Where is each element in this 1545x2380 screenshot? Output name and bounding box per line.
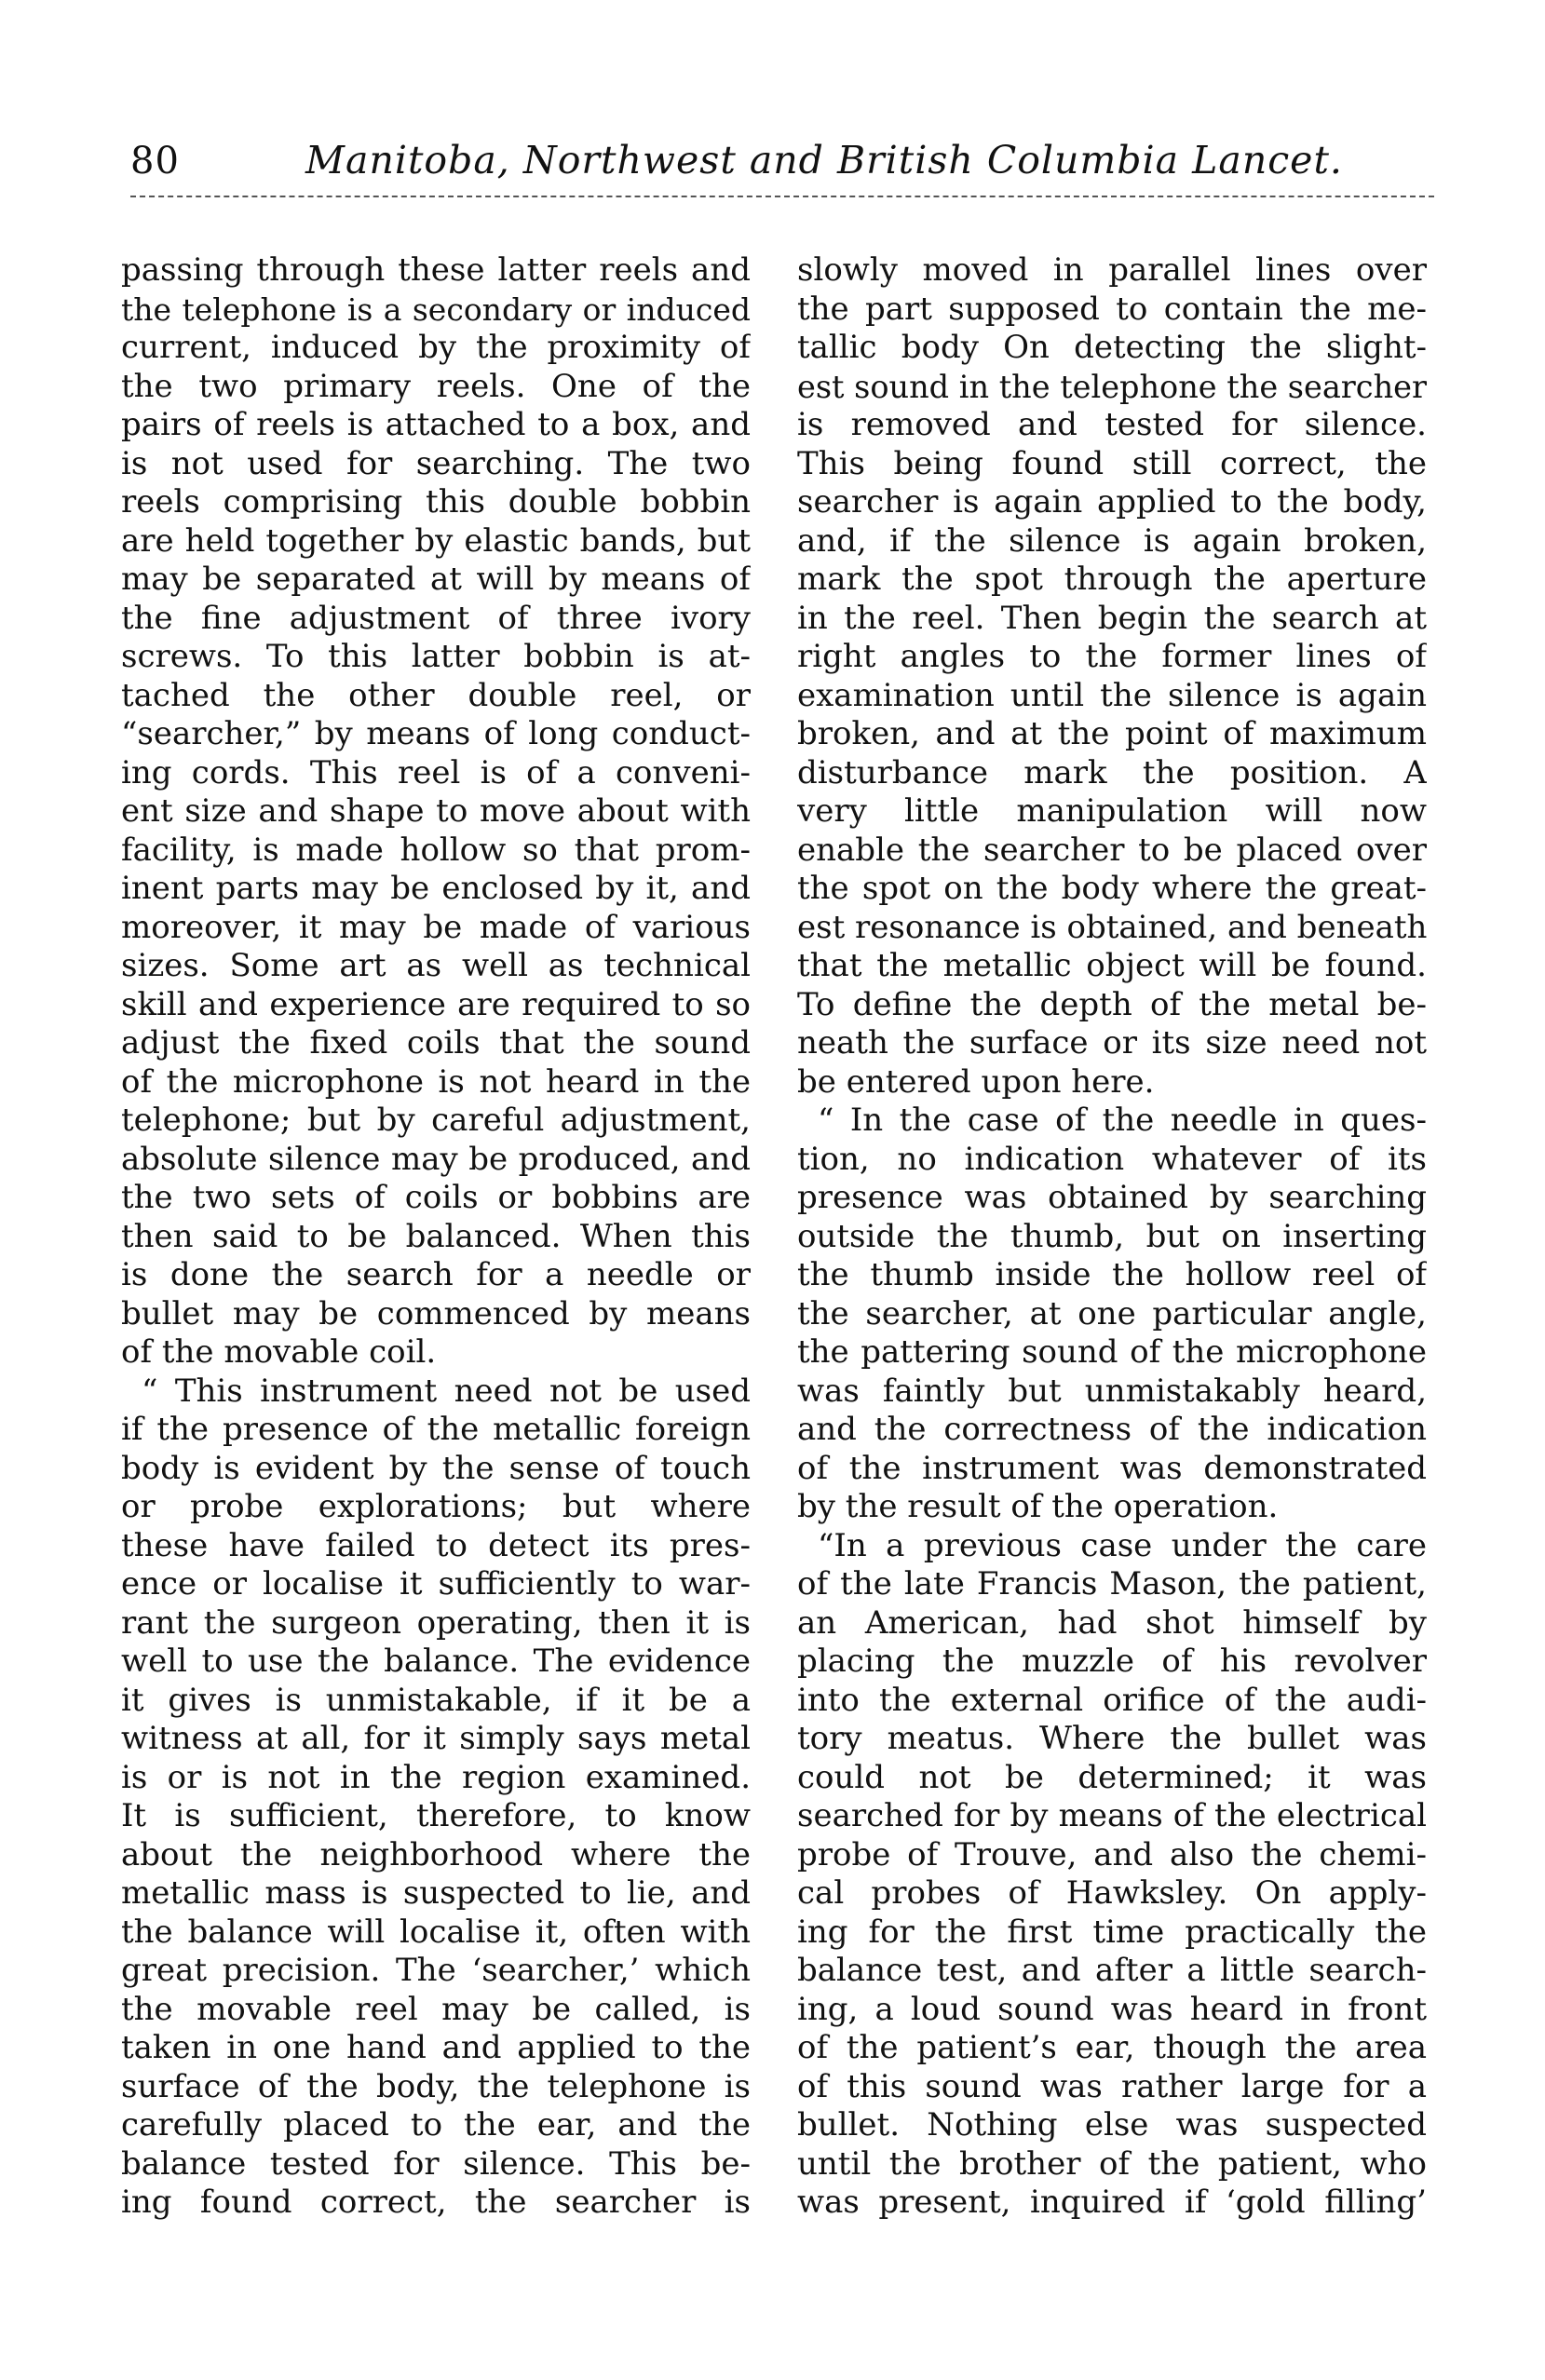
- text-line-content: “ This instrument need not be used: [142, 1372, 751, 1410]
- text-line-content: it gives is unmistakable, if it be a: [121, 1681, 751, 1719]
- text-line: [797, 1565, 1427, 1604]
- text-line-content: of this sound was rather large for a: [797, 2067, 1427, 2105]
- text-line-content: the movable reel may be called, is: [121, 1990, 751, 2028]
- text-line-content: “In a previous case under the care: [818, 1526, 1427, 1564]
- text-line-content: witness at all, for it simply says metal: [121, 1720, 751, 1757]
- text-line: [797, 483, 1427, 522]
- text-line-content: the two primary reels. One of the: [121, 367, 751, 405]
- text-line-content: balance test, and after a little search-: [797, 1952, 1427, 1989]
- text-line: [797, 1256, 1427, 1295]
- text-line: [121, 1604, 751, 1643]
- text-line-content: body is evident by the sense of touch: [121, 1449, 751, 1487]
- text-line-content: the two sets of coils or bobbins are: [121, 1179, 751, 1216]
- text-line: [121, 1333, 751, 1373]
- text-line-content: moreover, it may be made of various: [121, 908, 751, 946]
- text-line: [797, 445, 1427, 484]
- text-line: [797, 1218, 1427, 1257]
- text-line-content: est sound in the telephone the searcher: [797, 368, 1427, 405]
- text-line: [797, 754, 1427, 793]
- text-line-content: ent size and shape to move about with: [121, 792, 751, 830]
- text-line-content: adjust the fixed coils that the sound: [121, 1024, 751, 1062]
- text-line-content: slowly moved in parallel lines over: [797, 251, 1427, 289]
- text-line-content: reels comprising this double bobbin: [121, 483, 751, 521]
- text-line-content: be entered upon here.: [797, 1062, 1155, 1101]
- text-line: [797, 1682, 1427, 1721]
- text-line-content: ing cords. This reel is of a conveni-: [121, 753, 751, 791]
- text-line-content: in the reel. Then begin the search at: [797, 599, 1427, 637]
- text-line-content: is removed and tested for silence.: [797, 406, 1427, 443]
- text-line: [797, 329, 1427, 368]
- text-line: [121, 870, 751, 909]
- text-line: [121, 483, 751, 522]
- text-line: [121, 1797, 751, 1836]
- text-line: [797, 1373, 1427, 1412]
- text-line-content: mark the spot through the aperture: [797, 561, 1427, 598]
- text-line: [797, 1527, 1427, 1566]
- text-line-content: until the brother of the patient, who: [797, 2144, 1427, 2183]
- text-line: [797, 715, 1427, 754]
- text-line-content: well to use the balance. The evidence: [121, 1643, 751, 1680]
- running-title: Manitoba, Northwest and British Columbia Lancet.: [305, 138, 1343, 183]
- text-line-content: tory meatus. Where the bullet was: [797, 1720, 1427, 1757]
- text-line: [797, 1295, 1427, 1334]
- text-line-content: neath the surface or its size need not: [797, 1024, 1427, 1062]
- text-line: [797, 832, 1427, 871]
- text-line-content: the pattering sound of the microphone: [797, 1333, 1427, 1371]
- text-line: [797, 1991, 1427, 2030]
- text-line: [121, 406, 751, 445]
- text-line-content: cal probes of Hawksley. On apply-: [797, 1874, 1427, 1912]
- text-line: [121, 2029, 751, 2068]
- text-line: [797, 251, 1427, 291]
- text-line: [797, 1141, 1427, 1180]
- text-line-content: ence or localise it sufficiently to war-: [121, 1565, 751, 1602]
- text-line-content: current, induced by the proximity of: [121, 329, 751, 366]
- text-line: [121, 1488, 751, 1527]
- text-line: [121, 1836, 751, 1875]
- text-line-content: about the neighborhood where the: [121, 1835, 751, 1873]
- text-line: [121, 832, 751, 871]
- text-line: [121, 1720, 751, 1759]
- text-line: [797, 2145, 1427, 2184]
- text-line: [121, 251, 751, 291]
- text-line-content: facility, is made hollow so that prom-: [121, 831, 751, 869]
- text-line-content: of the instrument was demonstrated: [797, 1449, 1427, 1487]
- text-line: [797, 600, 1427, 639]
- text-line: [797, 1063, 1427, 1102]
- text-line-content: presence was obtained by searching: [797, 1179, 1427, 1216]
- left-column: [121, 251, 751, 2223]
- text-line: [797, 368, 1427, 407]
- text-line: [797, 1952, 1427, 1991]
- text-line: [121, 792, 751, 832]
- header-rule: [130, 196, 1434, 197]
- text-line-content: by the result of the operation.: [797, 1488, 1279, 1525]
- text-line: [797, 638, 1427, 677]
- text-line-content: sizes. Some art as well as technical: [121, 947, 751, 984]
- text-line-content: these have failed to detect its pres-: [121, 1526, 751, 1564]
- text-line-content: and, if the silence is again broken,: [797, 521, 1427, 560]
- text-line-content: are held together by elastic bands, but: [121, 521, 751, 560]
- text-line-content: “ In the case of the needle in ques-: [818, 1102, 1427, 1139]
- text-line-content: then said to be balanced. When this: [121, 1217, 751, 1255]
- text-line: [121, 909, 751, 948]
- text-line-content: the fine adjustment of three ivory: [121, 599, 751, 637]
- text-line-content: an American, had shot himself by: [797, 1603, 1427, 1642]
- text-line-content: was faintly but unmistakably heard,: [797, 1372, 1427, 1410]
- text-line: [797, 1720, 1427, 1759]
- text-line: [121, 2184, 751, 2223]
- text-line: [121, 1256, 751, 1295]
- text-line: [121, 600, 751, 639]
- text-line-content: examination until the silence is again: [797, 676, 1427, 714]
- text-line: [121, 1450, 751, 1489]
- text-line-content: probe of Trouve, and also the chemi-: [797, 1835, 1427, 1873]
- text-line: [121, 1874, 751, 1913]
- text-line: [121, 1565, 751, 1604]
- text-line-content: bullet. Nothing else was suspected: [797, 2106, 1427, 2143]
- text-line: [797, 2029, 1427, 2068]
- text-line: [121, 561, 751, 600]
- text-line-content: searcher is again applied to the body,: [797, 483, 1427, 521]
- text-line-content: surface of the body, the telephone is: [121, 2067, 751, 2105]
- text-line: [797, 2184, 1427, 2223]
- text-line: [121, 2106, 751, 2145]
- text-line-content: pairs of reels is attached to a box, and: [121, 406, 751, 443]
- text-line-content: disturbance mark the position. A: [797, 753, 1427, 791]
- text-line-content: est resonance is obtained, and beneath: [797, 908, 1427, 946]
- text-line-content: broken, and at the point of maximum: [797, 715, 1427, 752]
- text-line: [797, 1759, 1427, 1798]
- text-line-content: ing for the first time practically the: [797, 1913, 1427, 1951]
- text-line-content: the telephone is a secondary or induced: [121, 291, 751, 328]
- text-line: [797, 406, 1427, 445]
- text-line: [121, 1179, 751, 1218]
- text-line: [797, 2106, 1427, 2145]
- text-line-content: that the metallic object will be found.: [797, 947, 1427, 984]
- text-line-content: was present, inquired if ‘gold filling’: [797, 2184, 1427, 2221]
- text-line-content: rant the surgeon operating, then it is: [121, 1603, 751, 1642]
- text-line-content: into the external orifice of the audi-: [797, 1681, 1427, 1719]
- text-line: [121, 2068, 751, 2107]
- text-line: [797, 1333, 1427, 1373]
- text-line-content: right angles to the former lines of: [797, 638, 1427, 675]
- text-line: [121, 1759, 751, 1798]
- text-line-content: It is sufficient, therefore, to know: [121, 1797, 751, 1834]
- text-line-content: metallic mass is suspected to lie, and: [121, 1874, 751, 1912]
- text-line: [121, 1952, 751, 1991]
- text-line-content: of the late Francis Mason, the patient,: [797, 1565, 1427, 1602]
- text-line: [121, 1527, 751, 1566]
- text-line: [797, 291, 1427, 330]
- text-line: [797, 1179, 1427, 1218]
- text-line-content: could not be determined; it was: [797, 1758, 1427, 1796]
- text-line: [121, 2145, 751, 2184]
- text-line: [121, 947, 751, 986]
- text-line-content: or probe explorations; but where: [121, 1488, 751, 1525]
- text-line-content: This being found still correct, the: [797, 444, 1427, 482]
- text-line: [121, 986, 751, 1025]
- text-line-content: if the presence of the metallic foreign: [121, 1411, 751, 1448]
- text-line: [121, 1141, 751, 1180]
- text-line: [121, 1682, 751, 1721]
- text-line-content: the thumb inside the hollow reel of: [797, 1256, 1427, 1293]
- text-line: [121, 1218, 751, 1257]
- text-line: [797, 1874, 1427, 1913]
- text-line: [797, 561, 1427, 600]
- text-line: [121, 715, 751, 754]
- text-line-content: the searcher, at one particular angle,: [797, 1294, 1427, 1332]
- text-line-content: carefully placed to the ear, and the: [121, 2106, 751, 2143]
- text-line: [797, 1102, 1427, 1141]
- text-line-content: great precision. The ‘searcher,’ which: [121, 1952, 751, 1989]
- text-line: [121, 522, 751, 561]
- text-line-content: “searcher,” by means of long conduct-: [121, 715, 751, 752]
- text-line: [121, 291, 751, 330]
- text-line: [121, 1295, 751, 1334]
- text-line: [797, 870, 1427, 909]
- text-line-content: To define the depth of the metal be-: [797, 985, 1427, 1023]
- text-line: [121, 1913, 751, 1953]
- text-line: [121, 677, 751, 716]
- text-line-content: the balance will localise it, often with: [121, 1913, 751, 1951]
- text-line-content: placing the muzzle of his revolver: [797, 1643, 1427, 1680]
- text-line: [797, 1488, 1427, 1527]
- text-line-content: may be separated at will by means of: [121, 561, 751, 598]
- text-line-content: and the correctness of the indication: [797, 1411, 1427, 1448]
- text-line: [121, 1991, 751, 2030]
- text-line: [797, 2068, 1427, 2107]
- text-line: [121, 1373, 751, 1412]
- text-line: [121, 368, 751, 407]
- text-line-content: ing, a loud sound was heard in front: [797, 1990, 1427, 2028]
- text-line-content: very little manipulation will now: [797, 792, 1427, 830]
- text-line: [797, 1604, 1427, 1643]
- text-line: [121, 1102, 751, 1141]
- text-line-content: inent parts may be enclosed by it, and: [121, 870, 751, 907]
- text-line: [797, 1836, 1427, 1875]
- text-line: [797, 1797, 1427, 1836]
- text-line: [797, 792, 1427, 832]
- text-line: [121, 638, 751, 677]
- text-line-content: taken in one hand and applied to the: [121, 2029, 751, 2066]
- text-line-content: enable the searcher to be placed over: [797, 831, 1427, 869]
- text-line-content: tached the other double reel, or: [121, 676, 751, 714]
- text-line: [797, 1643, 1427, 1682]
- right-column: [797, 251, 1427, 2223]
- text-line-content: screws. To this latter bobbin is at-: [121, 638, 751, 675]
- text-line: [121, 754, 751, 793]
- text-line: [121, 1024, 751, 1063]
- text-line: [797, 1450, 1427, 1489]
- text-line-content: telephone; but by careful adjustment,: [121, 1102, 751, 1139]
- text-line: [121, 1411, 751, 1450]
- text-line-content: balance tested for silence. This be-: [121, 2144, 751, 2183]
- text-line: [121, 445, 751, 484]
- page-number: 80: [130, 140, 180, 183]
- text-line: [797, 677, 1427, 716]
- text-line: [121, 1063, 751, 1102]
- text-line-content: absolute silence may be produced, and: [121, 1140, 751, 1178]
- text-line: [121, 329, 751, 368]
- text-line-content: tion, no indication whatever of its: [797, 1140, 1427, 1178]
- text-line: [797, 1913, 1427, 1953]
- text-line-content: the spot on the body where the great-: [797, 870, 1427, 907]
- text-line-content: passing through these latter reels and: [121, 251, 751, 289]
- text-line-content: bullet may be commenced by means: [121, 1294, 751, 1332]
- text-line-content: is done the search for a needle or: [121, 1256, 751, 1293]
- text-line-content: searched for by means of the electrical: [797, 1797, 1427, 1834]
- text-line-content: tallic body On detecting the slight-: [797, 329, 1427, 366]
- text-line: [797, 522, 1427, 561]
- text-line-content: is or is not in the region examined.: [121, 1758, 751, 1796]
- text-line-content: the part supposed to contain the me-: [797, 290, 1427, 328]
- text-line-content: of the patient’s ear, though the area: [797, 2029, 1427, 2066]
- text-line: [797, 1024, 1427, 1063]
- text-line-content: skill and experience are required to so: [121, 985, 751, 1023]
- text-line: [797, 1411, 1427, 1450]
- text-line-content: of the microphone is not heard in the: [121, 1062, 751, 1101]
- text-line: [797, 947, 1427, 986]
- text-line-content: outside the thumb, but on inserting: [797, 1217, 1427, 1255]
- text-line-content: ing found correct, the searcher is: [121, 2184, 751, 2221]
- text-line-content: is not used for searching. The two: [121, 444, 751, 482]
- text-line: [797, 986, 1427, 1025]
- text-line: [797, 909, 1427, 948]
- text-line: [121, 1643, 751, 1682]
- text-line-content: of the movable coil.: [121, 1333, 437, 1371]
